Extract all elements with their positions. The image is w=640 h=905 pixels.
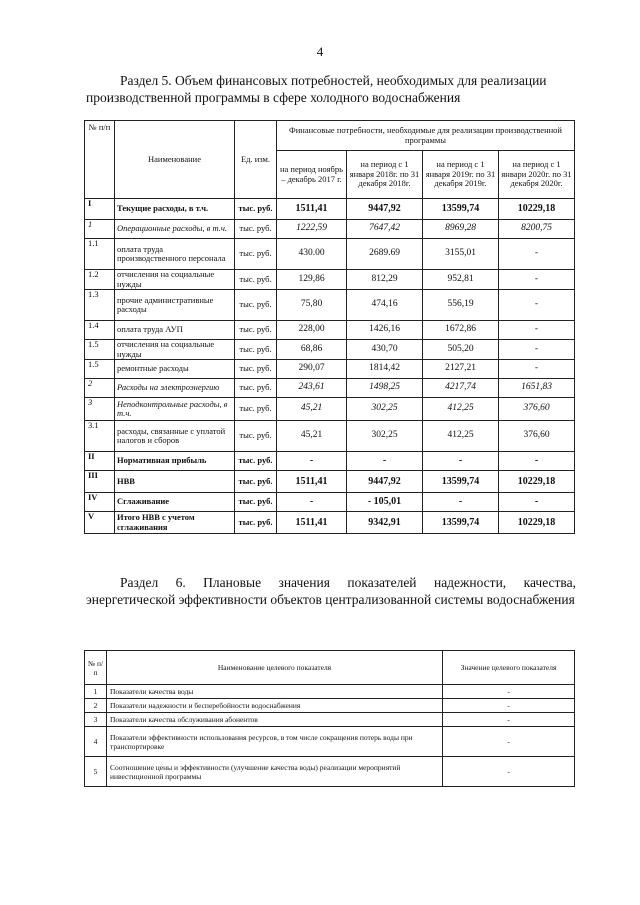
row-value-period-2: 9447,92 — [347, 199, 423, 220]
row-unit: тыс. руб. — [235, 421, 277, 452]
row-value-period-2: 812,29 — [347, 270, 423, 290]
row-value-period-1: 75,80 — [277, 290, 347, 321]
table-row — [85, 685, 575, 699]
row-number: 2 — [85, 699, 107, 713]
row-number: 1.1 — [85, 239, 115, 270]
table-row — [85, 290, 575, 321]
table-row — [85, 757, 575, 787]
row-name: ремонтные расходы — [115, 360, 235, 379]
row-number: 3 — [85, 398, 115, 421]
row-value-period-1: 1511,41 — [277, 471, 347, 493]
row-name: расходы, связанные с уплатой налогов и сборов — [115, 421, 235, 452]
section6-title: Раздел 6. Плановые значения показателей надежности, качества, энергетической эффективности объектов централизованной системы водоснабжения — [86, 575, 576, 607]
row-unit: тыс. руб. — [235, 321, 277, 340]
row-name: НВВ — [115, 471, 235, 493]
row-value-period-4: 376,60 — [499, 398, 575, 421]
row-value-period-2: 430,70 — [347, 340, 423, 360]
row-name: оплата труда производственного персонала — [115, 239, 235, 270]
row-number: 5 — [85, 757, 107, 787]
row-value-period-3: 3155,01 — [423, 239, 499, 270]
row-value-period-2: 7647,42 — [347, 220, 423, 239]
row-unit: тыс. руб. — [235, 493, 277, 512]
table-row — [85, 713, 575, 727]
row-value-period-3: 556,19 — [423, 290, 499, 321]
row-indicator-name: Показатели эффективности использования ресурсов, в том числе сокращения потерь воды при транспортировке — [107, 727, 443, 757]
table-row — [85, 512, 575, 534]
row-value-period-4: 1651,83 — [499, 379, 575, 398]
row-value-period-1: 290,07 — [277, 360, 347, 379]
row-name: отчисления на социальные нужды — [115, 270, 235, 290]
row-indicator-name: Показатели качества воды — [107, 685, 443, 699]
row-value-period-2: 9342,91 — [347, 512, 423, 534]
row-value-period-2: - — [347, 452, 423, 471]
row-number: 1.5 — [85, 360, 115, 379]
row-value-period-3: 4217,74 — [423, 379, 499, 398]
header-financial-needs: Финансовые потребности, необходимые для реализации производственной программы — [277, 121, 575, 151]
row-value-period-4: 10229,18 — [499, 199, 575, 220]
row-number: 2 — [85, 379, 115, 398]
row-value-period-2: 1814,42 — [347, 360, 423, 379]
row-name: отчисления на социальные нужды — [115, 340, 235, 360]
row-value-period-1: 228,00 — [277, 321, 347, 340]
row-value-period-3: - — [423, 452, 499, 471]
page-number: 4 — [316, 44, 324, 59]
row-indicator-value: - — [443, 699, 575, 713]
table-row — [85, 398, 575, 421]
row-value-period-2: 474,16 — [347, 290, 423, 321]
table-row — [85, 471, 575, 493]
row-number: 1.3 — [85, 290, 115, 321]
row-unit: тыс. руб. — [235, 398, 277, 421]
row-value-period-4: - — [499, 321, 575, 340]
row-number: I — [85, 199, 115, 220]
row-unit: тыс. руб. — [235, 199, 277, 220]
row-value-period-4: 10229,18 — [499, 471, 575, 493]
row-name: Сглаживание — [115, 493, 235, 512]
table-row — [85, 239, 575, 270]
row-value-period-4: - — [499, 340, 575, 360]
table-row — [85, 199, 575, 220]
table-row — [85, 699, 575, 713]
row-value-period-1: 243,61 — [277, 379, 347, 398]
row-value-period-3: 13599,74 — [423, 512, 499, 534]
row-indicator-name: Соотношение цены и эффективности (улучшение качества воды) реализации мероприятий инвестиционной программы — [107, 757, 443, 787]
row-indicator-value: - — [443, 727, 575, 757]
row-value-period-2: 2689.69 — [347, 239, 423, 270]
row-number: 1 — [85, 685, 107, 699]
row-name: Нормативная прибыль — [115, 452, 235, 471]
table-row — [85, 452, 575, 471]
target-indicators-table — [84, 650, 575, 787]
row-value-period-3: 8969,28 — [423, 220, 499, 239]
row-number: 1.5 — [85, 340, 115, 360]
row-value-period-1: 45,21 — [277, 421, 347, 452]
row-name: Расходы на электроэнергию — [115, 379, 235, 398]
row-number: 4 — [85, 727, 107, 757]
row-value-period-3: 2127,21 — [423, 360, 499, 379]
row-unit: тыс. руб. — [235, 471, 277, 493]
row-value-period-4: - — [499, 452, 575, 471]
row-unit: тыс. руб. — [235, 512, 277, 534]
row-value-period-2: 1426,16 — [347, 321, 423, 340]
row-number: IV — [85, 493, 115, 512]
section5-title: Раздел 5. Объем финансовых потребностей, необходимых для реализации производственной программы в сфере холодного водоснабжения — [86, 73, 547, 105]
table-row — [85, 321, 575, 340]
row-number: 1.2 — [85, 270, 115, 290]
header-period-3: на период с 1 января 2019г. по 31 декабря 2019г. — [423, 151, 499, 199]
table-row — [85, 421, 575, 452]
row-value-period-3: 13599,74 — [423, 471, 499, 493]
row-indicator-name: Показатели качества обслуживания абонентов — [107, 713, 443, 727]
row-number: 3.1 — [85, 421, 115, 452]
row-unit: тыс. руб. — [235, 290, 277, 321]
header-no: № п/п — [85, 121, 115, 199]
table-row — [85, 340, 575, 360]
table-row — [85, 360, 575, 379]
row-unit: тыс. руб. — [235, 220, 277, 239]
table-row — [85, 220, 575, 239]
row-number: II — [85, 452, 115, 471]
row-indicator-value: - — [443, 685, 575, 699]
row-unit: тыс. руб. — [235, 340, 277, 360]
row-value-period-2: 9447,92 — [347, 471, 423, 493]
row-value-period-3: 1672,86 — [423, 321, 499, 340]
row-name: прочие административные расходы — [115, 290, 235, 321]
row-value-period-4: 376,60 — [499, 421, 575, 452]
row-value-period-1: 1222,59 — [277, 220, 347, 239]
row-name: оплата труда АУП — [115, 321, 235, 340]
row-value-period-1: - — [277, 452, 347, 471]
row-value-period-1: - — [277, 493, 347, 512]
row-value-period-3: 952,81 — [423, 270, 499, 290]
row-value-period-4: 8200,75 — [499, 220, 575, 239]
row-value-period-1: 430.00 — [277, 239, 347, 270]
header-unit: Ед. изм. — [235, 121, 277, 199]
row-value-period-2: 302,25 — [347, 398, 423, 421]
row-unit: тыс. руб. — [235, 270, 277, 290]
row-value-period-2: - 105,01 — [347, 493, 423, 512]
row-indicator-value: - — [443, 713, 575, 727]
table-row — [85, 379, 575, 398]
row-value-period-3: 505,20 — [423, 340, 499, 360]
row-value-period-1: 45,21 — [277, 398, 347, 421]
row-value-period-4: - — [499, 360, 575, 379]
row-name: Операционные расходы, в т.ч. — [115, 220, 235, 239]
row-number: III — [85, 471, 115, 493]
row-value-period-3: 13599,74 — [423, 199, 499, 220]
row-value-period-1: 68,86 — [277, 340, 347, 360]
row-indicator-name: Показатели надежности и бесперебойности водоснабжения — [107, 699, 443, 713]
row-indicator-value: - — [443, 757, 575, 787]
table-row — [85, 493, 575, 512]
row-value-period-3: - — [423, 493, 499, 512]
header-indicator-name: Наименование целевого показателя — [107, 651, 443, 685]
header-period-2: на период с 1 января 2018г. по 31 декабря 2018г. — [347, 151, 423, 199]
row-value-period-4: - — [499, 290, 575, 321]
row-value-period-3: 412,25 — [423, 421, 499, 452]
row-number: 3 — [85, 713, 107, 727]
header-period-4: на период с 1 январи 2020г. по 31 декабря 2020г. — [499, 151, 575, 199]
row-name: Текущие расходы, в т.ч. — [115, 199, 235, 220]
row-value-period-4: - — [499, 270, 575, 290]
row-value-period-1: 1511,41 — [277, 512, 347, 534]
table-row — [85, 727, 575, 757]
row-value-period-2: 1498,25 — [347, 379, 423, 398]
row-value-period-1: 1511,41 — [277, 199, 347, 220]
row-unit: тыс. руб. — [235, 379, 277, 398]
header-indicator-value: Значение целевого показателя — [443, 651, 575, 685]
header-period-1: на период ноябрь – декабрь 2017 г. — [277, 151, 347, 199]
row-number: V — [85, 512, 115, 534]
header-no: № п/п — [85, 651, 107, 685]
row-value-period-4: 10229,18 — [499, 512, 575, 534]
row-value-period-1: 129,86 — [277, 270, 347, 290]
row-number: 1.4 — [85, 321, 115, 340]
financial-needs-table — [84, 120, 575, 534]
row-unit: тыс. руб. — [235, 360, 277, 379]
row-name: Неподконтрольные расходы, в т.ч. — [115, 398, 235, 421]
row-unit: тыс. руб. — [235, 452, 277, 471]
row-name: Итого НВВ с учетом сглаживания — [115, 512, 235, 534]
row-value-period-4: - — [499, 493, 575, 512]
row-value-period-3: 412,25 — [423, 398, 499, 421]
table-row — [85, 270, 575, 290]
row-unit: тыс. руб. — [235, 239, 277, 270]
row-number: 1 — [85, 220, 115, 239]
header-name: Наименование — [115, 121, 235, 199]
row-value-period-2: 302,25 — [347, 421, 423, 452]
row-value-period-4: - — [499, 239, 575, 270]
